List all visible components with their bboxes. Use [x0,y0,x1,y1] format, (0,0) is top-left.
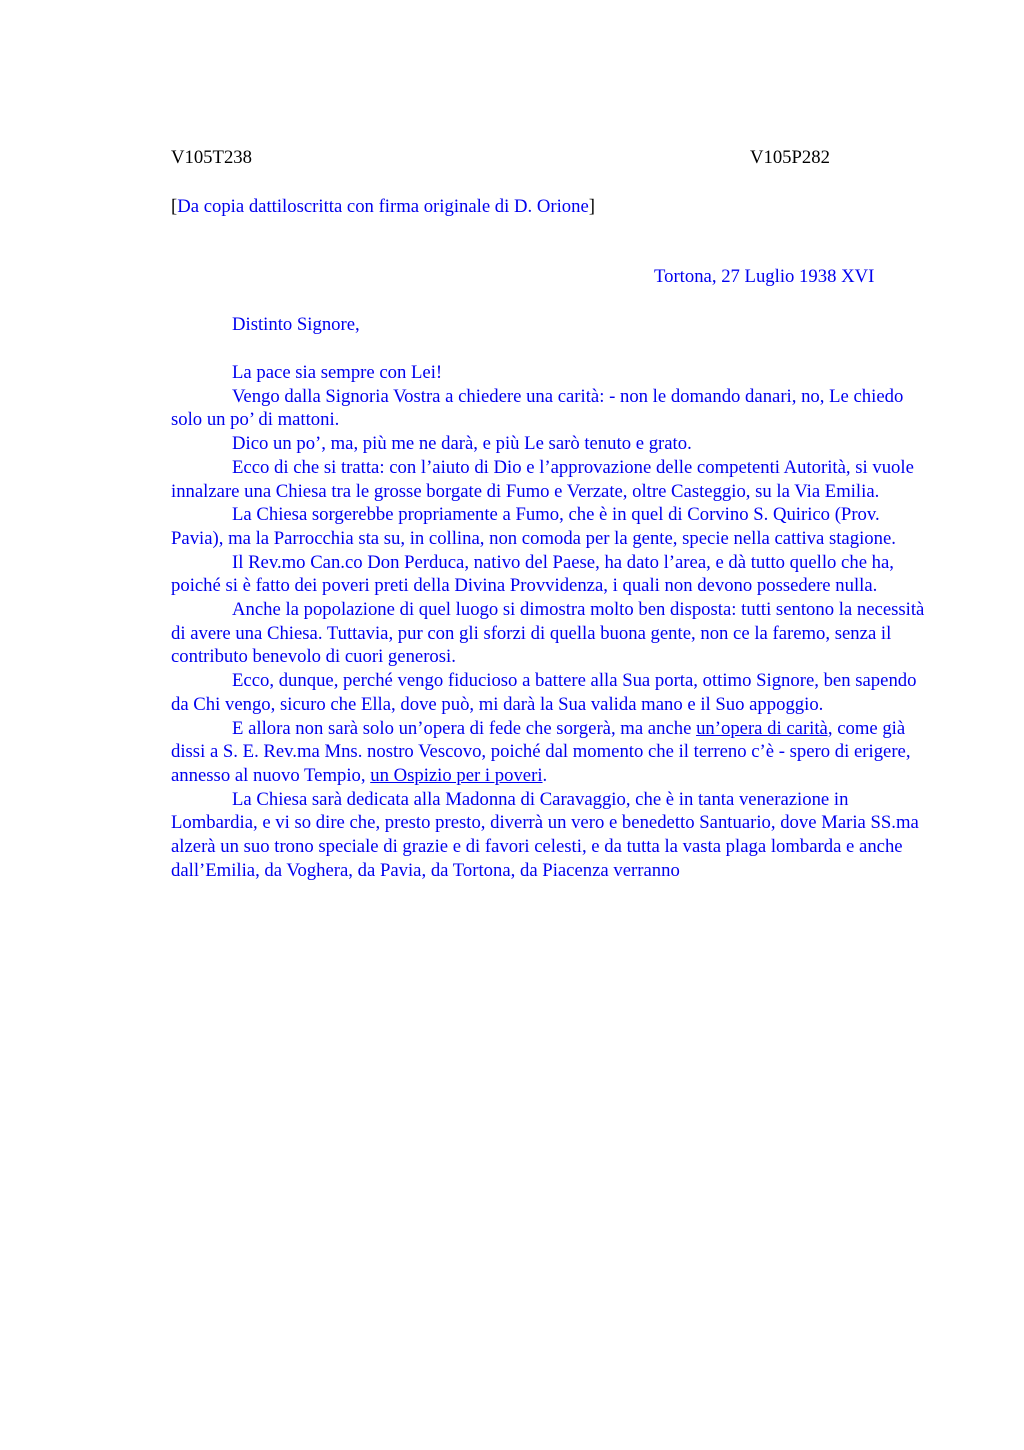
paragraph-charity [171,717,931,788]
reference-code-right: V105P282 [750,147,830,168]
paragraph-appeal: Ecco, dunque, perché vengo fiducioso a battere alla Sua porta, ottimo Signore, ben sapendo da Chi vengo, sicuro che Ella, dove può, mi darà la Sua valida mano e il Suo appoggio. [171,670,917,715]
letter-body [171,361,931,882]
paragraph-dedication: La Chiesa sarà dedicata alla Madonna di Caravaggio, che è in tanta venerazione in Lombardia, e vi so dire che, presto presto, diverrà un vero e benedetto Santuario, dove Maria SS.ma alzerà un suo trono speciale di grazie e di favori celesti, e da tutta la vasta plaga lombarda e anche dall’Emilia, da Voghera, da Pavia, da Tortona, da Piacenza verranno [171,788,919,881]
source-note-text: Da copia dattiloscritta con firma originale di D. Orione [177,196,589,217]
source-note-open-bracket: [ [171,196,178,217]
paragraph-purpose: Ecco di che si tratta: con l’aiuto di Dio e l’approvazione delle competenti Autorità, si vuole innalzare una Chiesa tra le grosse borgate di Fumo e Verzate, oltre Casteggio, su la Via Emilia. [171,456,914,502]
paragraph-request: Vengo dalla Signoria Vostra a chiedere una carità: - non le domando danari, no, Le chiedo solo un po’ di mattoni. [171,385,904,431]
paragraph-location: La Chiesa sorgerebbe propriamente a Fumo, che è in quel di Corvino S. Quirico (Prov. Pavia), ma la Parrocchia sta su, in collina, non comoda per la gente, specie nella cattiva stagione. [171,504,896,549]
paragraph-donor: Il Rev.mo Can.co Don Perduca, nativo del Paese, ha dato l’area, e dà tutto quello che ha, poiché si è fatto dei poveri preti della Divina Provvidenza, i quali non devono possedere nulla. [171,551,894,597]
charity-text-1: E allora non sarà solo un’opera di fede che sorgerà, ma anche [232,717,697,739]
underlined-charity-work: un’opera di carità, [696,717,833,739]
charity-text-2: come già dissi a S. E. Rev.ma Mns. nostro Vescovo, poiché dal momento che il terreno c’è - spero di erigere, annesso al nuovo Tempio, [171,717,911,786]
paragraph-greeting: La pace sia sempre con Lei! [232,362,443,383]
underlined-hospice: un Ospizio per i poveri [370,764,543,786]
source-note [171,195,595,219]
salutation: Distinto Signore, [232,314,360,335]
source-note-close-bracket: ] [588,196,595,217]
charity-text-3: . [542,764,548,786]
reference-code-left: V105T238 [171,147,252,168]
date-line: Tortona, 27 Luglio 1938 XVI [654,266,875,287]
paragraph-gratitude: Dico un po’, ma, più me ne darà, e più Le sarò tenuto e grato. [232,433,692,455]
paragraph-population: Anche la popolazione di quel luogo si dimostra molto ben disposta: tutti sentono la necessità di avere una Chiesa. Tuttavia, pur con gli sforzi di quella buona gente, non ce la faremo, senza il contributo benevolo di cuori generosi. [171,599,925,668]
